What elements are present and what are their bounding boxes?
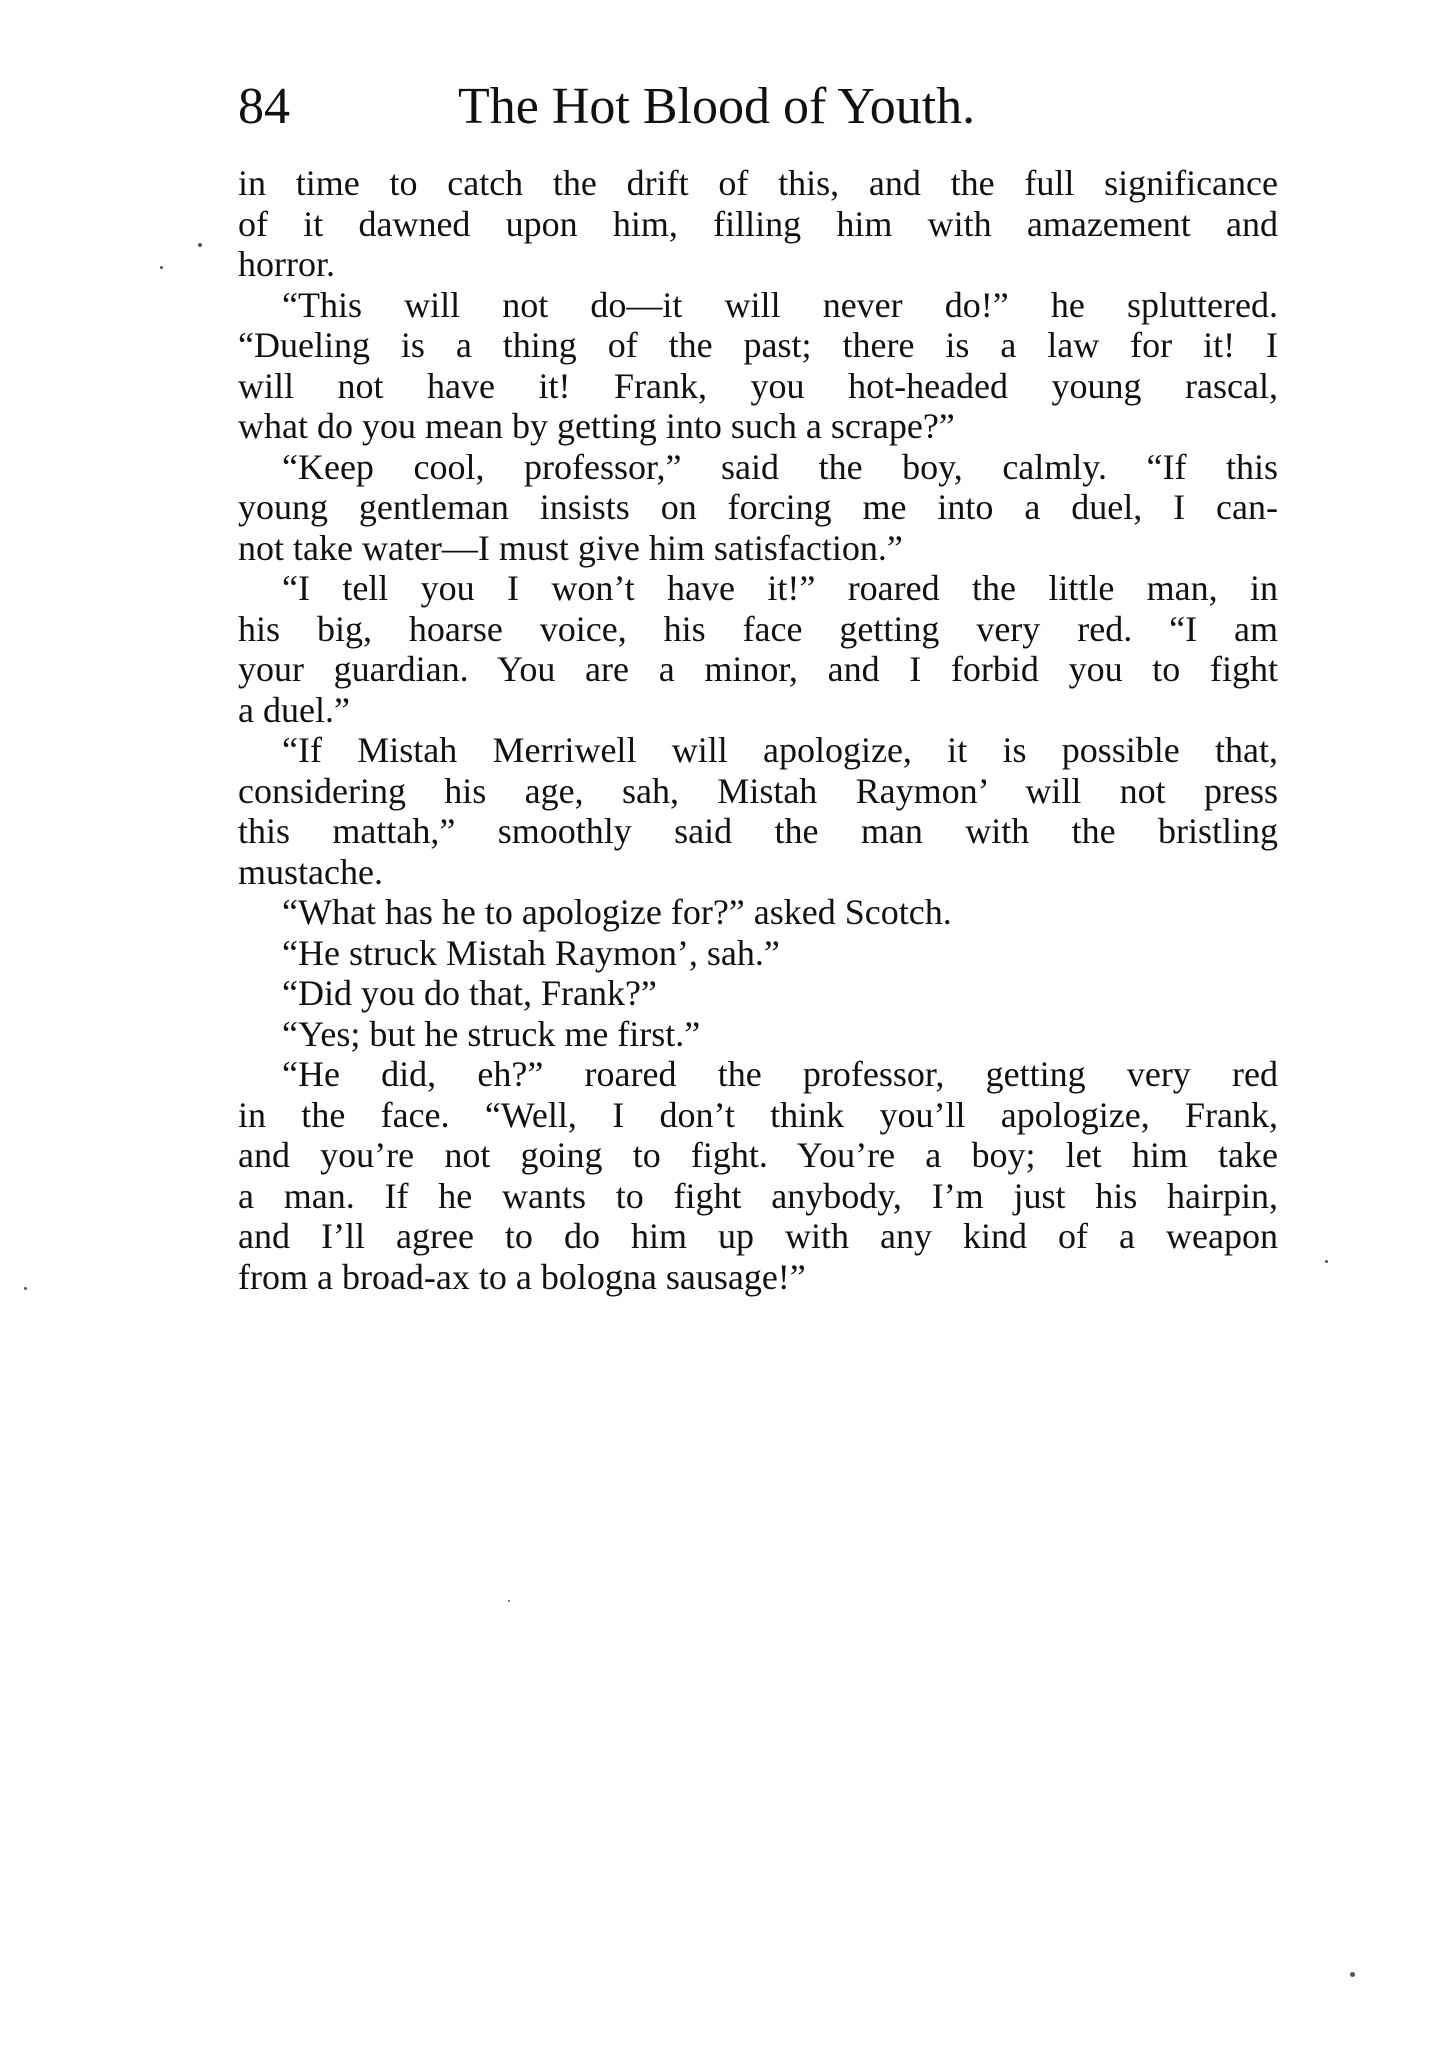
text-line: and I’ll agree to do him up with any kind of a weapon <box>238 1216 1278 1256</box>
text-line: “This will not do—it will never do!” he spluttered. <box>282 284 1278 325</box>
scan-speck <box>1350 1972 1355 1977</box>
text-line: “Keep cool, professor,” said the boy, calmly. “If this <box>282 446 1278 487</box>
text-line: “Did you do that, Frank?” <box>282 973 657 1013</box>
text-line: in the face. “Well, I don’t think you’ll apologize, Frank, <box>238 1094 1278 1135</box>
text-line: of it dawned upon him, filling him with amazement and <box>238 203 1278 244</box>
text-line: “Dueling is a thing of the past; there is a law for it! I <box>238 325 1278 365</box>
text-line: young gentleman insists on forcing me into a duel, I can- <box>238 487 1278 527</box>
running-title: The Hot Blood of Youth. <box>458 78 976 135</box>
scan-speck <box>508 1600 510 1602</box>
text-line: “If Mistah Merriwell will apologize, it is possible that, <box>282 730 1278 770</box>
text-line: what do you mean by getting into such a scrape?” <box>238 406 955 446</box>
text-line: “I tell you I won’t have it!” roared the little man, in <box>282 568 1278 608</box>
text-line: and you’re not going to fight. You’re a boy; let him take <box>238 1135 1278 1175</box>
page-header <box>238 72 1278 142</box>
text-line: a man. If he wants to fight anybody, I’m just his hairpin, <box>238 1175 1278 1216</box>
text-line: “He did, eh?” roared the professor, getting very red <box>282 1054 1278 1094</box>
scan-speck <box>24 1287 27 1290</box>
text-line: this mattah,” smoothly said the man with the bristling <box>238 811 1278 851</box>
text-line: will not have it! Frank, you hot-headed young rascal, <box>238 365 1278 406</box>
text-line: “What has he to apologize for?” asked Scotch. <box>282 892 952 932</box>
body-text <box>238 163 1278 1297</box>
text-line: “Yes; but he struck me first.” <box>282 1013 701 1054</box>
text-line: your guardian. You are a minor, and I forbid you to fight <box>238 649 1278 689</box>
text-line: not take water—I must give him satisfaction.” <box>238 527 903 568</box>
scan-speck <box>160 266 163 269</box>
text-line: from a broad-ax to a bologna sausage!” <box>238 1256 806 1297</box>
scan-speck <box>198 243 202 247</box>
text-line: his big, hoarse voice, his face getting very red. “I am <box>238 608 1278 649</box>
page-number: 84 <box>238 78 290 135</box>
text-line: considering his age, sah, Mistah Raymon’ will not press <box>238 770 1278 811</box>
text-line: “He struck Mistah Raymon’, sah.” <box>282 932 780 973</box>
scan-speck <box>1325 1260 1328 1263</box>
text-line: mustache. <box>238 851 383 892</box>
text-line: horror. <box>238 244 335 284</box>
text-line: in time to catch the drift of this, and the full significance <box>238 163 1278 203</box>
text-line: a duel.” <box>238 689 350 730</box>
